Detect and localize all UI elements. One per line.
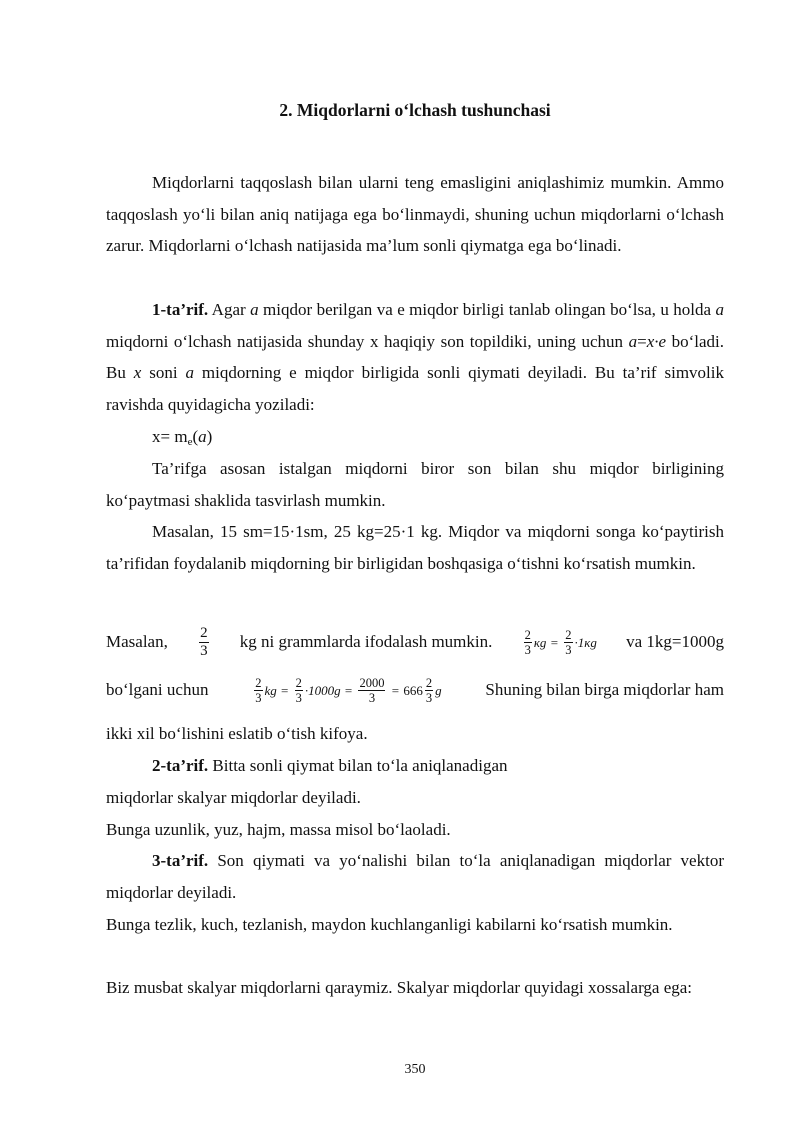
definition-2-cont: miqdorlar skalyar miqdorlar deyiladi. [106, 788, 361, 807]
closing-paragraph: Biz musbat skalyar miqdorlarni qaraymiz. Skalyar miqdorlar quyidagi xossalarga ega: [106, 978, 693, 997]
example-line-1: Masalan, $\frac{2}{3}$ kg ni grammlarda ifodalash mumkin. $\frac{2}{3}$ кg = $\frac{2}{3}$ ·1кg va 1kg=1000g [106, 624, 724, 659]
paragraph-2: Ta’rifga asosan istalgan miqdorni biror son bilan shu miqdor birligining ko‘paytmasi shaklida tasvirlash mumkin. [106, 459, 724, 510]
definition-2: 2-ta’rif. Bitta sonli qiymat bilan to‘la aniqlanadigan [152, 756, 508, 775]
definition-3-example: Bunga tezlik, kuch, tezlanish, maydon kuchlanganligi kabilarni ko‘rsatish mumkin. [106, 915, 673, 934]
example-line-2: bo‘lgani uchun $\frac{2}{3}$ kg = $\frac{2}{3}$ ·1000g = $\frac{2000}{3}$ = 666 $\frac{2}{3}$ g Shuning bilan birga miqdorlar ham [106, 670, 724, 710]
paragraph-3: Masalan, 15 sm=15·1sm, 25 kg=25·1 kg. Miqdor va miqdorni songa ko‘paytirish ta’rifidan foydalanib miqdorning bir birligidan boshqasiga o‘tishni ko‘rsatish mumkin. [106, 522, 724, 573]
definition-1-label: 1-ta’rif. [152, 300, 209, 319]
section-title: 2. Miqdorlarni o‘lchash tushunchasi [279, 100, 551, 120]
document-page [106, 0, 724, 1131]
formula-line: $x= m_e(a)$ [152, 427, 213, 448]
definition-3-label: 3-ta’rif. [152, 851, 209, 870]
definition-2-example: Bunga uzunlik, yuz, hajm, massa misol bo‘laoladi. [106, 820, 451, 839]
page-number: 350 [404, 1062, 426, 1077]
formula-gram-conversion: $\frac{2}{3}$ kg = $\frac{2}{3}$ ·1000g = $\frac{2000}{3}$ = 666 $\frac{2}{3}$ g [255, 676, 442, 706]
fraction-two-thirds: $\frac{2}{3}$ [200, 624, 208, 659]
definition-1: 1-ta’rif. Agar a miqdor berilgan va e miqdor birligi tanlab olingan bo‘lsa, u holda a miqdorni o‘lchash natijasida shunday x haqiqiy son topildiki, uning uchun a=x·e bo‘ladi. Bu x soni a miqdorning e miqdor birligida sonli qiymati deyiladi. Bu ta’rif simvolik ravishda quyidagicha yoziladi: [106, 300, 724, 415]
definition-2-label: 2-ta’rif. [152, 756, 209, 775]
formula-kg-conversion: $\frac{2}{3}$ кg = $\frac{2}{3}$ ·1кg [524, 628, 597, 658]
definition-3: 3-ta’rif. Son qiymati va yo‘nalishi bilan to‘la aniqlanadigan miqdorlar vektor miqdorlar deyiladi. [106, 851, 724, 902]
example-line-3: ikki xil bo‘lishini eslatib o‘tish kifoya. [106, 724, 368, 743]
intro-paragraph: Miqdorlarni taqqoslash bilan ularni teng emasligini aniqlashimiz mumkin. Ammo taqqoslash yo‘li bilan aniq natijaga ega bo‘linmaydi, shuning uchun miqdorlarni o‘lchash zarur. Miqdorlarni o‘lchash natijasida ma’lum sonli qiymatga ega bo‘linadi. [106, 173, 724, 256]
